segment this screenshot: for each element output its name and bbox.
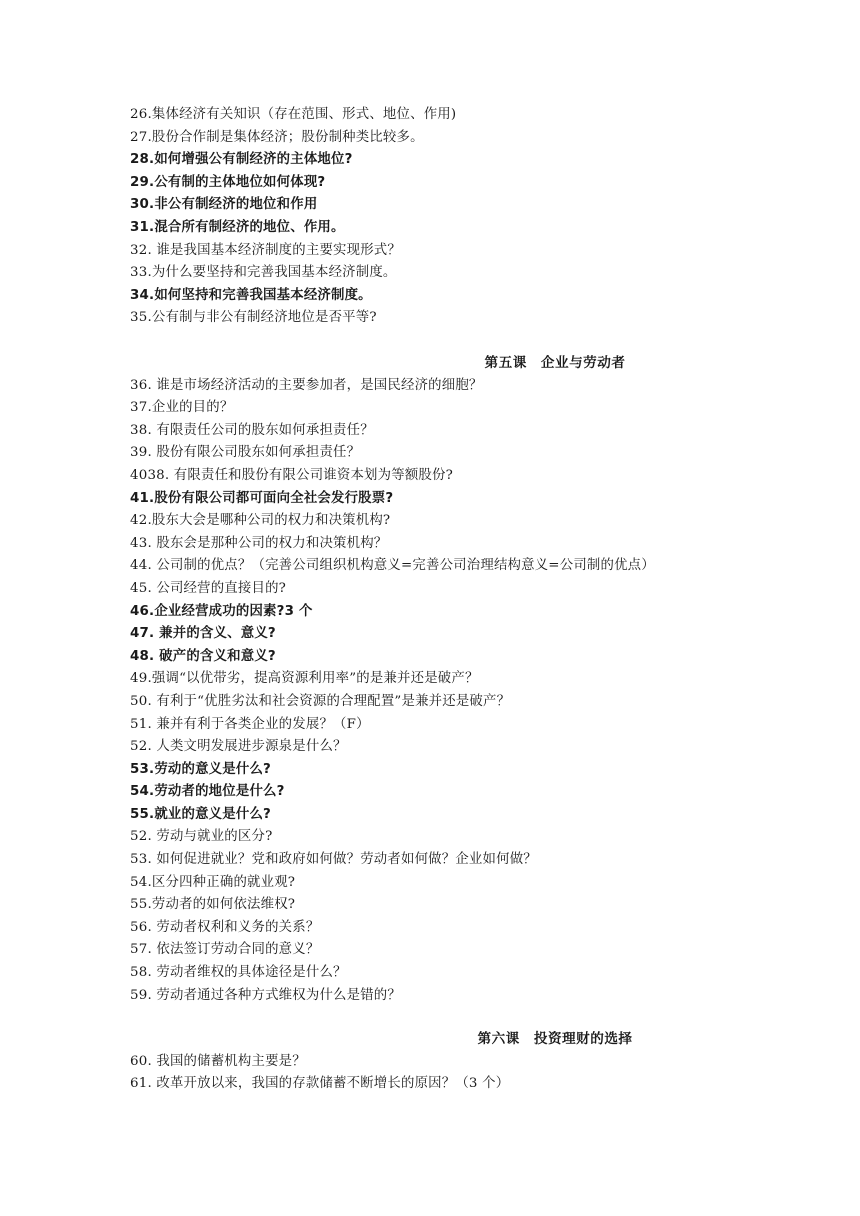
question-line: 52. 劳动与就业的区分? xyxy=(130,829,273,845)
question-line: 31.混合所有制经济的地位、作用。 xyxy=(130,219,345,235)
question-line: 53.劳动的意义是什么? xyxy=(130,761,272,777)
question-line: 43. 股东会是那种公司的权力和决策机构？ xyxy=(130,535,388,551)
question-line: 48. 破产的含义和意义? xyxy=(130,648,276,664)
question-line: 29.公有制的主体地位如何体现? xyxy=(130,174,326,190)
question-line: 39. 股份有限公司股东如何承担责任？ xyxy=(130,445,361,461)
question-line: 4038. 有限责任和股份有限公司谁资本划为等额股份? xyxy=(130,467,453,483)
question-line: 34.如何坚持和完善我国基本经济制度。 xyxy=(130,287,372,303)
question-line: 58. 劳动者维权的具体途径是什么？ xyxy=(130,965,347,981)
question-line: 41.股份有限公司都可面向全社会发行股票? xyxy=(130,490,394,506)
question-line: 32. 谁是我国基本经济制度的主要实现形式？ xyxy=(130,242,401,258)
question-line: 27.股份合作制是集体经济；股份制种类比较多。 xyxy=(130,129,424,145)
lesson-5-heading: 第五课 企业与劳动者 xyxy=(484,355,626,371)
question-line: 33.为什么要坚持和完善我国基本经济制度。 xyxy=(130,265,397,281)
question-line: 51. 兼并有利于各类企业的发展？（F） xyxy=(130,716,370,732)
question-line: 44. 公司制的优点？（完善公司组织机构意义=完善公司治理结构意义=公司制的优点） xyxy=(130,558,655,574)
question-line: 49.强调“以优带劣，提高资源利用率”的是兼并还是破产？ xyxy=(130,671,479,687)
question-line: 30.非公有制经济的地位和作用 xyxy=(130,197,318,213)
question-line: 50. 有利于“优胜劣汰和社会资源的合理配置”是兼并还是破产？ xyxy=(130,693,511,709)
question-line: 38. 有限责任公司的股东如何承担责任？ xyxy=(130,422,374,438)
question-line: 57. 依法签订劳动合同的意义？ xyxy=(130,942,320,958)
question-line: 46.企业经营成功的因素?3 个 xyxy=(130,603,313,619)
question-line: 59. 劳动者通过各种方式维权为什么是错的？ xyxy=(130,987,401,1003)
question-line: 42.股东大会是哪种公司的权力和决策机构? xyxy=(130,513,391,529)
question-line: 35.公有制与非公有制经济地位是否平等? xyxy=(130,310,377,326)
question-line: 53. 如何促进就业？党和政府如何做？劳动者如何做？企业如何做？ xyxy=(130,852,537,868)
lesson-6-heading: 第六课 投资理财的选择 xyxy=(477,1031,633,1047)
question-line: 52. 人类文明发展进步源泉是什么？ xyxy=(130,739,347,755)
question-line: 54.区分四种正确的就业观? xyxy=(130,874,296,890)
lesson-6-section xyxy=(130,1028,770,1096)
question-line: 36. 谁是市场经济活动的主要参加者，是国民经济的细胞？ xyxy=(130,377,483,393)
question-line: 55.劳动者的如何依法维权? xyxy=(130,897,296,913)
lesson-5-section xyxy=(130,352,770,1007)
question-line: 60. 我国的储蓄机构主要是？ xyxy=(130,1053,306,1069)
question-list-section-a xyxy=(130,104,770,330)
question-line: 45. 公司经营的直接目的? xyxy=(130,580,287,596)
question-line: 37.企业的目的？ xyxy=(130,400,234,416)
question-line: 26.集体经济有关知识（存在范围、形式、地位、作用) xyxy=(130,107,457,122)
question-line: 47. 兼并的含义、意义? xyxy=(130,626,276,642)
question-line: 61. 改革开放以来，我国的存款储蓄不断增长的原因？（3 个） xyxy=(130,1076,510,1092)
question-line: 55.就业的意义是什么? xyxy=(130,806,272,822)
question-line: 28.如何增强公有制经济的主体地位? xyxy=(130,152,353,168)
question-line: 56. 劳动者权利和义务的关系？ xyxy=(130,919,320,935)
question-line: 54.劳动者的地位是什么? xyxy=(130,784,285,800)
